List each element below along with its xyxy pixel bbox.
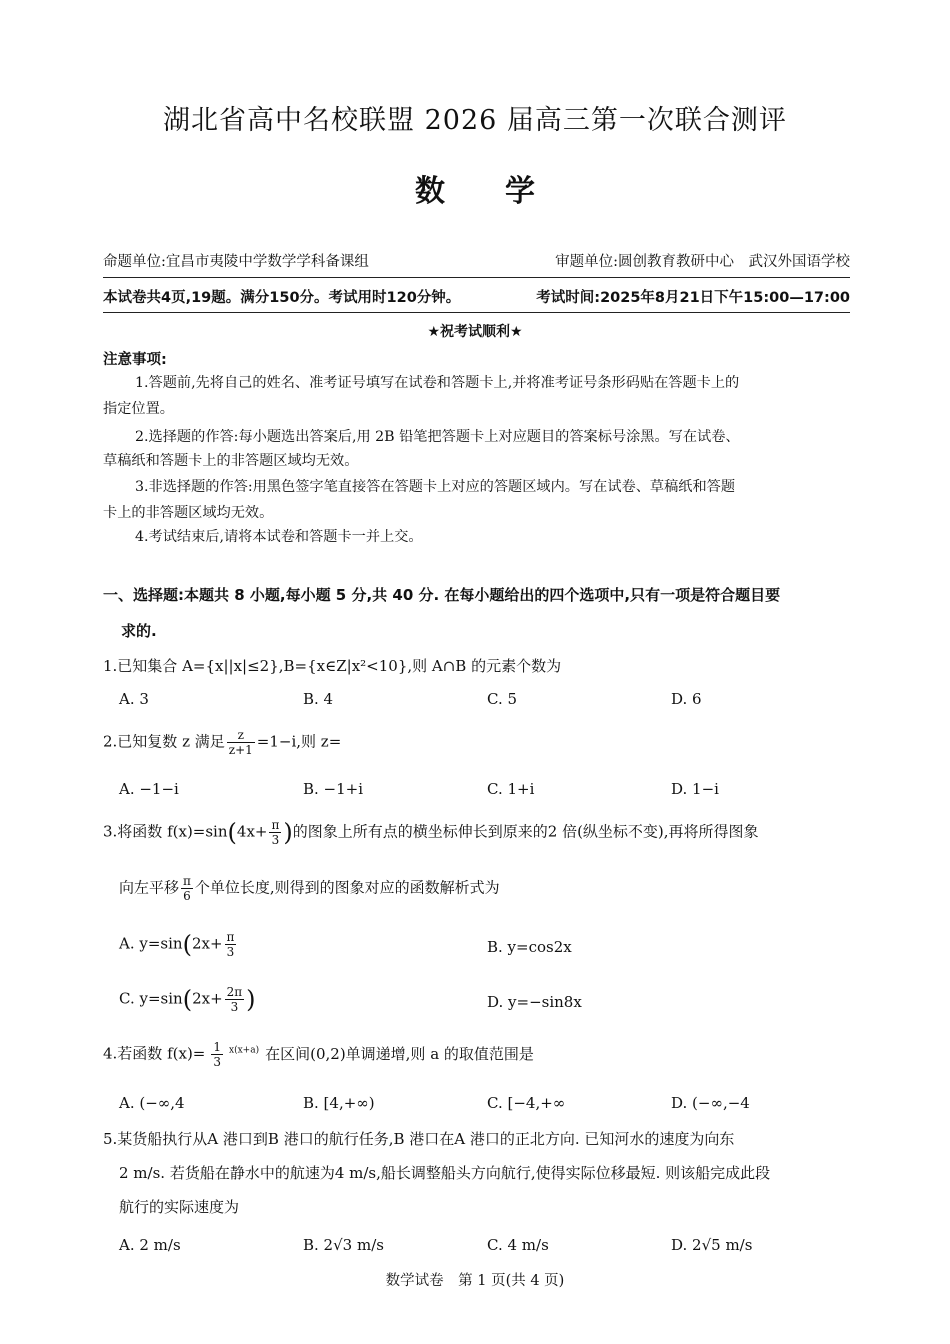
divider-top xyxy=(103,277,850,278)
question-1-option-b: B. 4 xyxy=(303,690,334,708)
question-2-fraction: $\frac{z}{z+1}$ xyxy=(228,728,253,757)
notice-item-1-line2: 指定位置。 xyxy=(103,401,174,417)
good-luck-banner: ★祝考试顺利★ xyxy=(427,324,523,340)
question-2-stem: 2.已知复数 z 满足 $\frac{z}{z+1}$ =1−i,则 z= xyxy=(103,728,342,757)
exam-scope: 本试卷共4页,19题。满分150分。考试用时120分钟。 xyxy=(103,290,461,306)
question-4-exponent: x(x+a) xyxy=(229,1045,260,1056)
question-4-option-a: A. (−∞,4 xyxy=(119,1094,185,1112)
question-3-stem-line2: 向左平移 $\frac{\pi}{6}$ 个单位长度,则得到的图象对应的函数解析式为 xyxy=(119,874,500,903)
notice-item-4-line1: 4.考试结束后,请将本试卷和答题卡一并上交。 xyxy=(135,529,423,545)
question-3-stem: 3.将函数 f(x)=sin(4x+ $\frac{\pi}{3}$ )的图象上所有点的横坐标伸长到原来的2 倍(纵坐标不变),再将所得图象 xyxy=(103,818,759,847)
question-2-option-d: D. 1−i xyxy=(671,780,719,798)
subject-heading: 数学 xyxy=(415,174,595,209)
question-5-option-b: B. 2√3 m/s xyxy=(303,1236,384,1254)
reviewer-unit: 审题单位:圆创教育教研中心 武汉外国语学校 xyxy=(555,254,850,270)
section-heading-line2: 求的. xyxy=(121,622,157,640)
notice-item-2-line2: 草稿纸和答题卡上的非答题区域均无效。 xyxy=(103,453,359,469)
question-5-option-d: D. 2√5 m/s xyxy=(671,1236,753,1254)
question-5-option-a: A. 2 m/s xyxy=(119,1236,181,1254)
question-2-option-a: A. −1−i xyxy=(119,780,179,798)
question-1-stem: 1.已知集合 A={x||x|≤2},B={x∈Z|x²<10},则 A∩B 的元素个数为 xyxy=(103,657,562,675)
page-footer: 数学试卷 第 1 页(共 4 页) xyxy=(385,1273,565,1289)
question-4-stem: 4.若函数 f(x)= $\frac{1}{3}$ $^{x(x+a)}$ 在区间(0,2)单调递增,则 a 的取值范围是 xyxy=(103,1040,534,1069)
question-4-option-b: B. [4,+∞) xyxy=(303,1094,375,1112)
question-4-option-d: D. (−∞,−4 xyxy=(671,1094,750,1112)
exam-title: 湖北省高中名校联盟 2026 届高三第一次联合测评 xyxy=(163,105,787,136)
setter-unit: 命题单位:宜昌市夷陵中学数学学科备课组 xyxy=(103,254,369,270)
question-3-option-b: B. y=cos2x xyxy=(487,938,572,956)
question-1-option-a: A. 3 xyxy=(119,690,149,708)
question-2-option-b: B. −1+i xyxy=(303,780,364,798)
question-3-option-c: C. y=sin(2x+ $\frac{2\pi}{3}$ ) xyxy=(119,985,256,1014)
question-5-option-c: C. 4 m/s xyxy=(487,1236,549,1254)
notice-item-3-line2: 卡上的非答题区域均无效。 xyxy=(103,505,274,521)
question-4-option-c: C. [−4,+∞ xyxy=(487,1094,566,1112)
notice-item-2-line1: 2.选择题的作答:每小题选出答案后,用 2B 铅笔把答题卡上对应题目的答案标号涂黑。写在试卷、 xyxy=(135,429,740,445)
question-5-stem-line3: 航行的实际速度为 xyxy=(119,1198,240,1216)
notice-item-1-line1: 1.答题前,先将自己的姓名、准考证号填写在试卷和答题卡上,并将准考证号条形码贴在答题卡上的 xyxy=(135,375,740,391)
question-1-option-d: D. 6 xyxy=(671,690,702,708)
notice-item-3-line1: 3.非选择题的作答:用黑色签字笔直接答在答题卡上对应的答题区域内。写在试卷、草稿纸和答题 xyxy=(135,479,736,495)
question-5-stem-line1: 5.某货船执行从A 港口到B 港口的航行任务,B 港口在A 港口的正北方向. 已知河水的速度为向东 xyxy=(103,1130,735,1148)
question-3-option-d: D. y=−sin8x xyxy=(487,993,582,1011)
section-heading-line1: 一、选择题:本题共 8 小题,每小题 5 分,共 40 分. 在每小题给出的四个选项中,只有一项是符合题目要 xyxy=(103,586,781,604)
question-1-option-c: C. 5 xyxy=(487,690,518,708)
notice-heading: 注意事项: xyxy=(103,352,167,368)
divider-bottom xyxy=(103,312,850,313)
question-5-stem-line2: 2 m/s. 若货船在静水中的航速为4 m/s,船长调整船头方向航行,使得实际位移最短. 则该船完成此段 xyxy=(119,1164,771,1182)
question-3-option-a: A. y=sin(2x+ $\frac{\pi}{3}$ xyxy=(119,930,235,959)
exam-time: 考试时间:2025年8月21日下午15:00—17:00 xyxy=(536,290,850,306)
question-2-option-c: C. 1+i xyxy=(487,780,535,798)
